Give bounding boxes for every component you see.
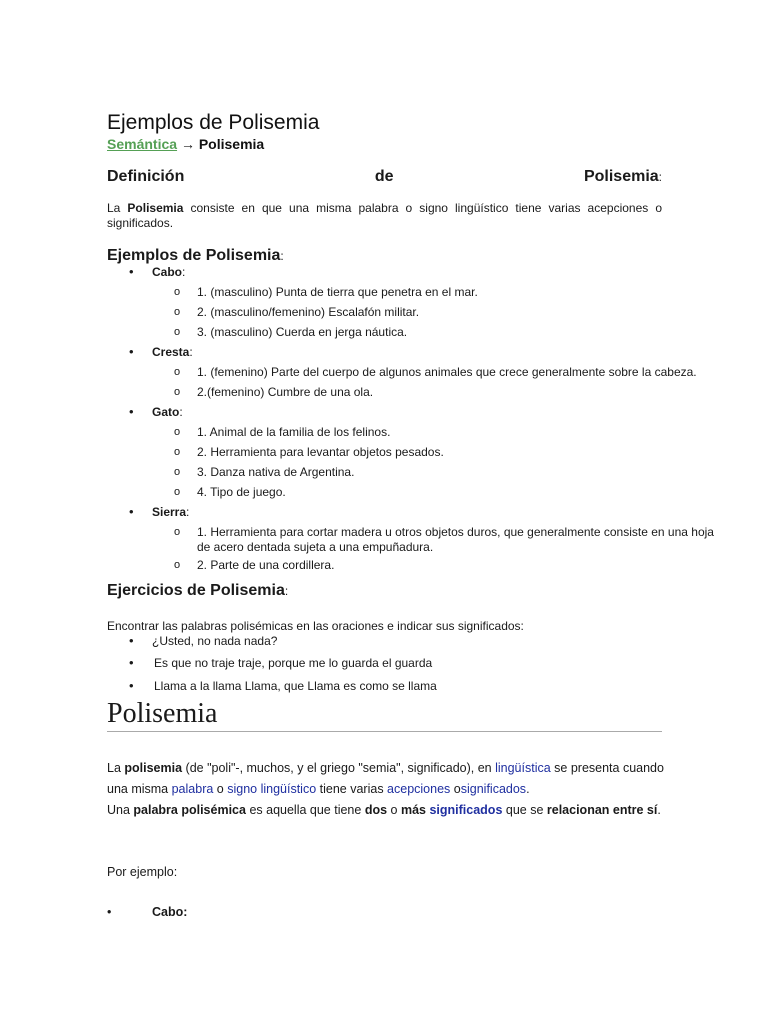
article-heading: Polisemia <box>107 698 218 729</box>
bold-term: polisemia <box>124 761 183 775</box>
ejemplos-heading <box>107 246 284 266</box>
meaning-item: o 2. Herramienta para levantar objetos pesados. <box>152 445 723 460</box>
list-item-cabo <box>107 265 723 340</box>
list-item-cresta <box>107 345 723 400</box>
ejercicios-heading <box>107 581 288 601</box>
ejemplos-heading-text: Ejemplos de Polisemia <box>107 247 281 264</box>
ejercicios-list <box>107 634 437 694</box>
ejercicios-heading-text: Ejercicios de Polisemia <box>107 582 285 599</box>
link-significados-bold[interactable]: significados <box>429 803 503 817</box>
text: o <box>450 782 461 796</box>
bold-term: dos <box>364 803 388 817</box>
link-palabra[interactable]: palabra <box>171 782 214 796</box>
meaning-item: o 2.(femenino) Cumbre de una ola. <box>152 385 723 400</box>
bold-term: más <box>400 803 426 817</box>
intro-post: consiste en que una misma palabra o signo lingüístico tiene varias acepciones o significados. <box>107 201 662 230</box>
link-acepciones[interactable]: acepciones <box>387 782 451 796</box>
meanings-list <box>152 425 723 500</box>
heading-divider <box>107 731 662 732</box>
text: o <box>387 803 401 817</box>
ejercicios-intro: Encontrar las palabras polisémicas en las oraciones e indicar sus significados: <box>107 619 524 633</box>
word-colon: : <box>182 265 186 279</box>
meanings-list <box>152 525 723 573</box>
text: es aquella que tiene <box>245 803 365 817</box>
text: se presenta cuando una misma <box>107 761 664 796</box>
meaning-item: o 1. Herramienta para cortar madera u otros objetos duros, que generalmente consiste en una hoja de acero dentada sujeta a una empuñadura. <box>152 525 723 555</box>
article-paragraph-1 <box>107 758 667 800</box>
bold-term: relacionan entre sí <box>546 803 658 817</box>
meaning-item: o 1. (femenino) Parte del cuerpo de algunos animales que crece generalmente sobre la cabeza. <box>152 365 723 380</box>
link-signo-linguistico[interactable]: signo lingüístico <box>227 782 317 796</box>
link-linguistica[interactable]: lingüística <box>495 761 551 775</box>
ejercicio-item: • Es que no traje traje, porque me lo guarda el guarda <box>107 656 437 671</box>
breadcrumb <box>107 135 264 153</box>
text: que se <box>502 803 547 817</box>
definition-word-3-wrap <box>584 167 662 187</box>
list-item-sierra <box>107 505 723 573</box>
article-paragraph-2 <box>107 800 667 821</box>
ejercicios-heading-colon: : <box>284 584 289 598</box>
text: tiene varias <box>316 782 388 796</box>
page-title: Ejemplos de Polisemia <box>107 111 320 134</box>
list-item-gato <box>107 405 723 500</box>
meaning-item: o 3. Danza nativa de Argentina. <box>152 465 723 480</box>
meanings-list <box>152 285 723 340</box>
word-colon: : <box>189 345 193 359</box>
breadcrumb-arrow: → <box>180 136 195 152</box>
intro-pre: La <box>107 201 128 215</box>
word-label: Cabo <box>152 265 182 279</box>
text: (de "poli"-, muchos, y el griego "semia", significado), en <box>182 761 496 775</box>
text: La <box>107 761 125 775</box>
ejercicio-item: • ¿Usted, no nada nada? <box>107 634 437 649</box>
word-label: Sierra <box>152 505 187 519</box>
breadcrumb-link-semantica[interactable]: Semántica <box>107 136 178 152</box>
intro-bold: Polisemia <box>127 201 184 215</box>
definition-word-2: de <box>374 168 394 185</box>
text: o <box>213 782 228 796</box>
breadcrumb-current: Polisemia <box>198 136 265 152</box>
word-colon: : <box>186 505 190 519</box>
ejercicio-item: • Llama a la llama Llama, que Llama es como se llama <box>107 679 437 694</box>
text: Una <box>107 803 134 817</box>
meaning-item: o 3. (masculino) Cuerda en jerga náutica. <box>152 325 723 340</box>
ejemplos-heading-colon: : <box>280 249 284 263</box>
link-significados[interactable]: significados <box>460 782 527 796</box>
meanings-list <box>152 365 723 400</box>
ejemplos-list <box>107 265 723 578</box>
word-label: Gato <box>152 405 180 419</box>
bold-term: palabra polisémica <box>133 803 246 817</box>
definition-word-3: Polisemia <box>583 168 659 185</box>
text: . <box>526 782 530 796</box>
definition-word-1: Definición <box>107 168 185 185</box>
list-item-cabo-bottom: • Cabo: <box>107 904 187 920</box>
meaning-item: o 1. (masculino) Punta de tierra que penetra en el mar. <box>152 285 723 300</box>
word-label: Cresta <box>152 345 190 359</box>
por-ejemplo: Por ejemplo: <box>107 865 178 879</box>
meaning-item: o 4. Tipo de juego. <box>152 485 723 500</box>
definition-colon: : <box>658 170 662 184</box>
meaning-item: o 2. (masculino/femenino) Escalafón militar. <box>152 305 723 320</box>
definition-heading <box>107 167 662 187</box>
meaning-item: o 2. Parte de una cordillera. <box>152 558 723 573</box>
definition-text <box>107 201 662 231</box>
word-colon: : <box>179 405 183 419</box>
text: . <box>657 803 661 817</box>
meaning-item: o 1. Animal de la familia de los felinos. <box>152 425 723 440</box>
